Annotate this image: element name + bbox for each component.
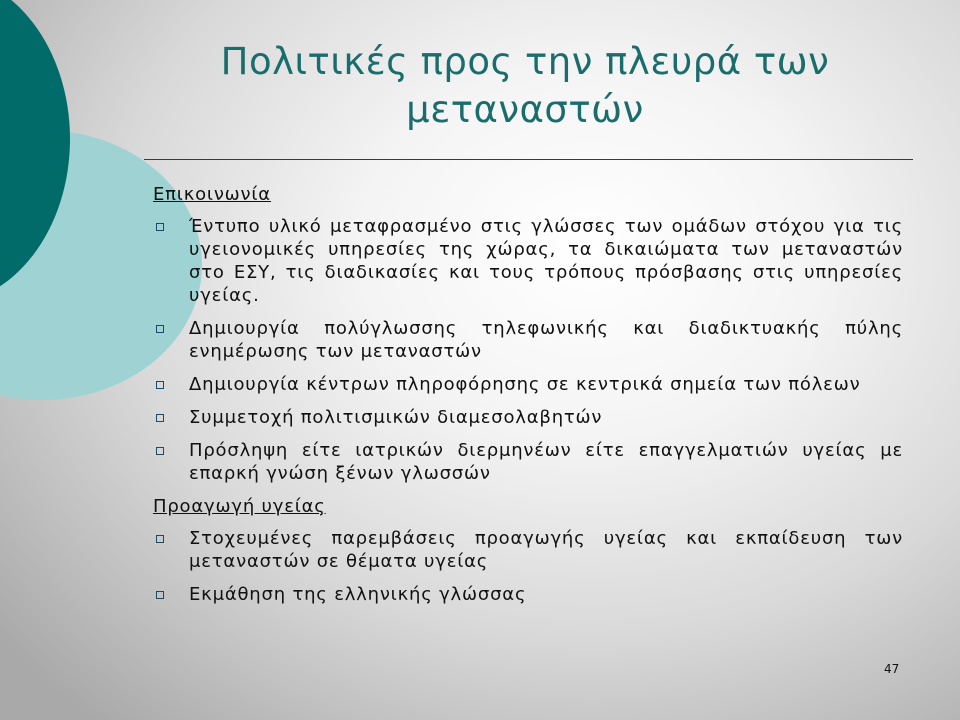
square-bullet-icon <box>156 535 164 543</box>
list-item <box>153 439 903 485</box>
list-item-text: Πρόσληψη είτε ιατρικών διερμηνέων είτε επαγγελματιών υγείας με επαρκή γνώση ξένων γλωσσών <box>189 440 903 484</box>
list-item-text: Δημιουργία πολύγλωσσης τηλεφωνικής και διαδικτυακής πύλης ενημέρωσης των μεταναστών <box>189 318 903 362</box>
list-item-text: Συμμετοχή πολιτισμικών διαμεσολαβητών <box>189 407 603 428</box>
square-bullet-icon <box>156 381 164 389</box>
slide-title <box>150 38 900 134</box>
square-bullet-icon <box>156 325 164 333</box>
list-item <box>153 527 903 573</box>
list-item-text: Στοχευμένες παρεμβάσεις προαγωγής υγείας και εκπαίδευση των μεταναστών σε θέματα υγείας <box>189 528 903 572</box>
list-item-text: Εκμάθηση της ελληνικής γλώσσας <box>189 584 527 605</box>
list-item-text: Δημιουργία κέντρων πληροφόρησης σε κεντρικά σημεία των πόλεων <box>189 374 861 395</box>
square-bullet-icon <box>156 414 164 422</box>
list-item <box>153 215 903 307</box>
list-item <box>153 583 903 606</box>
square-bullet-icon <box>156 447 164 455</box>
square-bullet-icon <box>156 223 164 231</box>
title-divider <box>144 159 913 160</box>
section-heading-health-promotion: Προαγωγή υγείας <box>153 496 326 517</box>
slide-body <box>153 183 903 616</box>
list-item <box>153 317 903 363</box>
list-item <box>153 406 903 429</box>
slide-title-line-2: μεταναστών <box>406 88 644 131</box>
list-item-text: Έντυπο υλικό μεταφρασμένο στις γλώσσες των ομάδων στόχου για τις υγειονομικές υπηρεσίες της χώρας, τα δικαιώματα των μεταναστών στο ΕΣΥ, τις διαδικασίες και τους τρόπους πρόσβασης στις υπηρεσίες υγείας. <box>189 216 903 306</box>
square-bullet-icon <box>156 591 164 599</box>
list-item <box>153 373 903 396</box>
slide-title-line-1: Πολιτικές προς την πλευρά των <box>220 40 830 83</box>
section-heading-communication: Επικοινωνία <box>153 184 271 205</box>
page-number: 47 <box>884 662 900 676</box>
